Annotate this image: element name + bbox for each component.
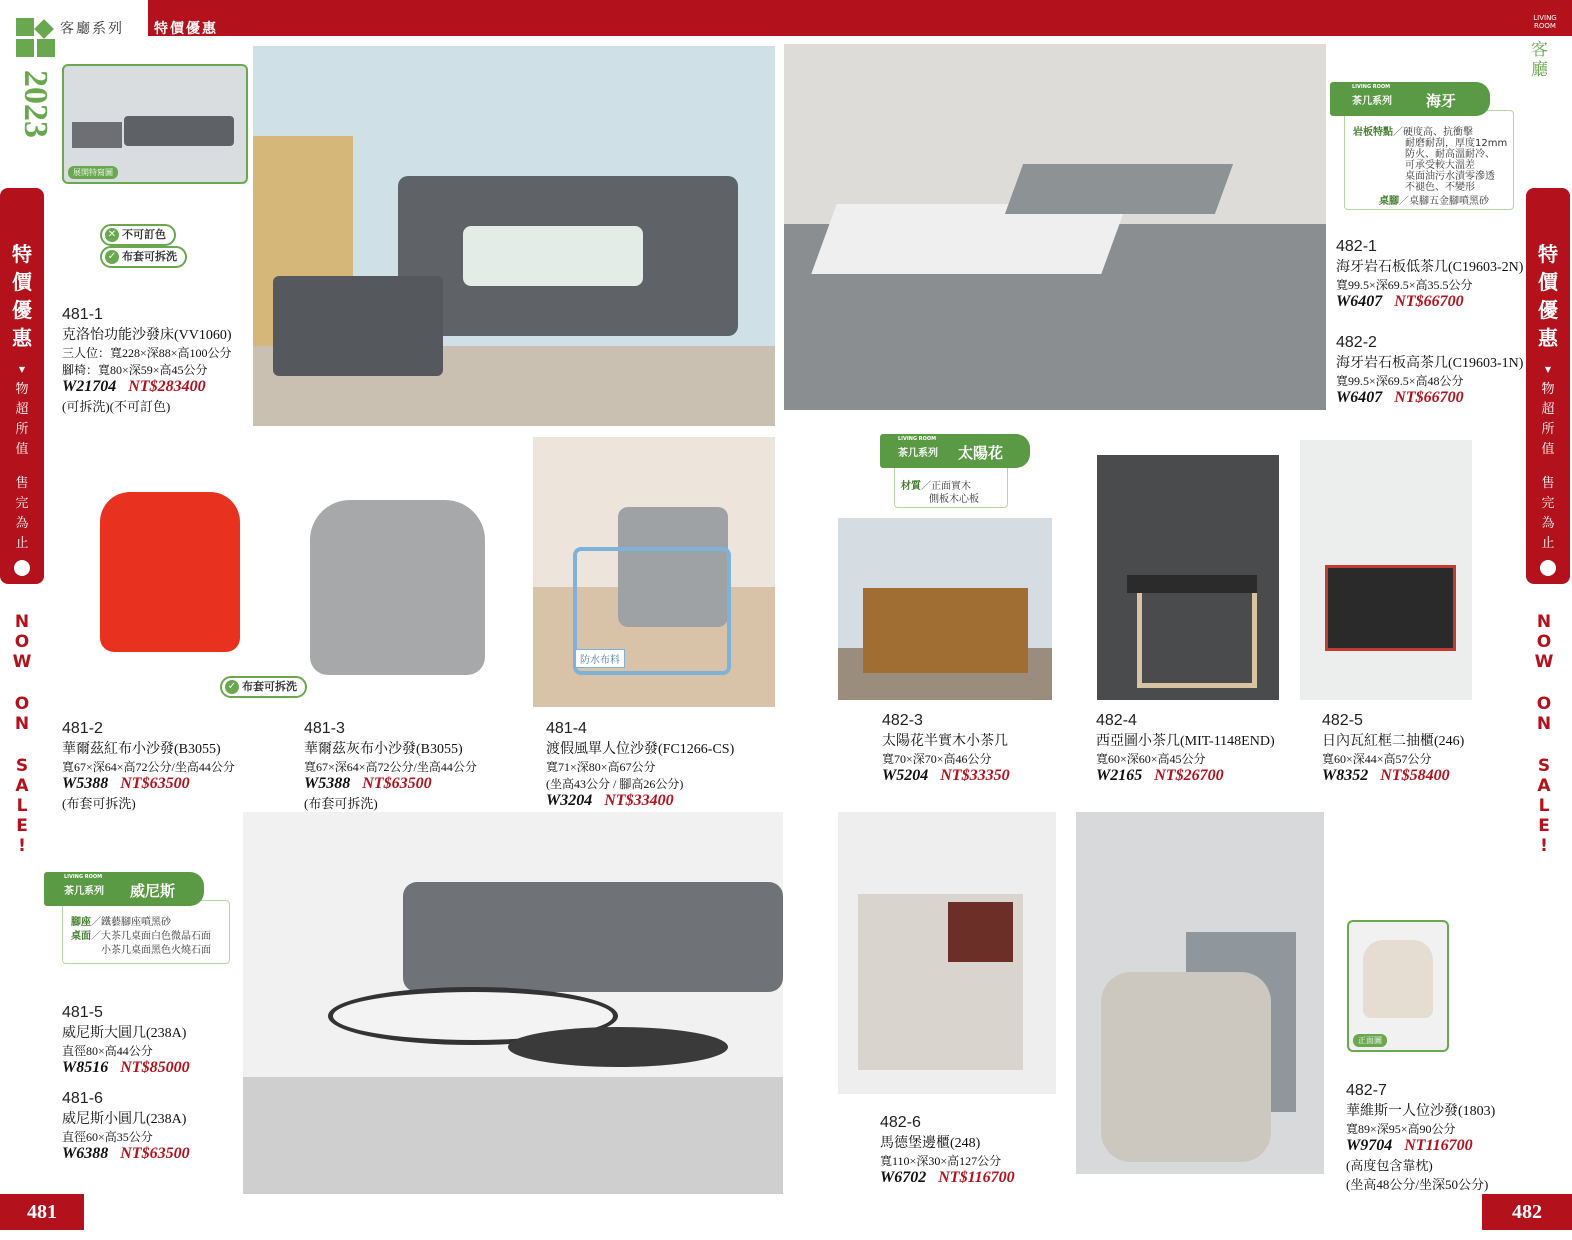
haiya-series-tag: 岩板特點／硬度高、抗衝擊 耐磨耐刮，厚度12mm 防火、耐高溫耐冷、 可承受較大溫差 桌面油污水漬零滲透 不褪色、不變形 桌腳／桌腳五金腳噴黑砂 bbox=[1344, 110, 1514, 210]
check-icon: ✓ bbox=[105, 250, 119, 264]
storage-caption: 展開特寫圖 bbox=[68, 166, 118, 179]
seattle-table-photo bbox=[1097, 455, 1279, 700]
product-481-4: 481-4 渡假風單人位沙發(FC1266-CS) 寬71×深80×高67公分 (坐高43公分 / 腳高26公分) W3204 NT$33400 bbox=[546, 720, 735, 809]
sale-label: 特價優惠 bbox=[154, 21, 218, 37]
series-label: 客廳系列 bbox=[60, 21, 124, 37]
brand-logo-icon bbox=[16, 18, 56, 58]
product-482-5: 482-5 日內瓦紅框二抽櫃(246) 寬60×深44×高57公分 W8352 NT$58400 bbox=[1322, 712, 1465, 784]
product-481-1: 481-1 克洛怡功能沙發床(VV1060) 三人位：寬228×深88×高100公分 腳椅：寬80×深59×高45公分 W21704 NT$283400 (可拆洗)(不可訂色) bbox=[62, 306, 232, 414]
check-icon: ✓ bbox=[225, 680, 239, 694]
resort-chair-photo bbox=[533, 437, 775, 707]
product-481-3: 481-3 華爾茲灰布小沙發(B3055) 寬67×深64×高72公分/坐高44公分 W5388 NT$63500 (布套可拆洗) bbox=[304, 720, 477, 811]
haiya-series-header: LIVING ROOM 茶几系列 海牙 bbox=[1330, 82, 1490, 116]
living-room-zh: 客廳 bbox=[1531, 40, 1548, 80]
haiya-tables-photo bbox=[784, 44, 1326, 410]
thumbs-up-icon bbox=[1540, 560, 1556, 576]
no-custom-color-badge: ✕ 不可訂色 bbox=[100, 224, 176, 246]
sofa-bed-storage-photo bbox=[62, 64, 248, 184]
product-482-7: 482-7 華維斯一人位沙發(1803) 寬89×深95×高90公分 W9704 NT116700 (高度包含靠枕) (坐高48公分/坐深50公分) bbox=[1346, 1082, 1496, 1192]
cross-icon: ✕ bbox=[105, 228, 119, 242]
top-bar bbox=[0, 0, 1572, 36]
sofa-bed-photo bbox=[253, 46, 775, 426]
removable-cover-badge-2: ✓ 布套可拆洗 bbox=[220, 676, 307, 698]
geneva-cabinet-photo bbox=[1300, 440, 1472, 700]
left-side-banner: 特 價 優 惠 ▼ 物 超 所 值 售 完 為 止 bbox=[0, 188, 44, 584]
now-on-sale-left: N O W O N S A L E ! bbox=[12, 612, 32, 856]
bullet-icon: ▼ bbox=[18, 365, 26, 374]
product-482-3: 482-3 太陽花半實木小茶几 寬70×深70×高46公分 W5204 NT$33350 bbox=[882, 712, 1010, 784]
magdeburg-cabinet-photo bbox=[838, 812, 1056, 1094]
bullet-icon: ▼ bbox=[1544, 365, 1552, 374]
waterproof-caption: 防水布料 bbox=[575, 649, 625, 668]
product-481-2: 481-2 華爾茲紅布小沙發(B3055) 寬67×深64×高72公分/坐高44公分 W5388 NT$63500 (布套可拆洗) bbox=[62, 720, 235, 811]
havis-front-view-photo bbox=[1347, 920, 1449, 1052]
page-number-right: 482 bbox=[1482, 1194, 1572, 1230]
front-view-caption: 正面圖 bbox=[1353, 1034, 1387, 1047]
product-481-6: 481-6 威尼斯小圓几(238A) 直徑60×高35公分 W6388 NT$63500 bbox=[62, 1090, 190, 1162]
sunflower-series-tag: 材質／正面實木 側板木心板 bbox=[894, 462, 1008, 508]
right-side-banner: 特 價 優 惠 ▼ 物 超 所 值 售 完 為 止 bbox=[1526, 188, 1570, 584]
product-482-6: 482-6 馬德堡邊櫃(248) 寬110×深30×高127公分 W6702 NT$116700 bbox=[880, 1114, 1015, 1186]
red-armchair-photo bbox=[100, 492, 240, 662]
sunflower-table-photo bbox=[838, 518, 1052, 700]
removable-cover-badge: ✓ 布套可拆洗 bbox=[100, 246, 187, 268]
venice-series-header: LIVING ROOM 茶几系列 威尼斯 bbox=[44, 872, 204, 906]
sunflower-series-header: LIVING ROOM 茶几系列 太陽花 bbox=[880, 434, 1030, 468]
venice-tables-photo bbox=[243, 812, 783, 1194]
now-on-sale-right: N O W O N S A L E ! bbox=[1534, 612, 1554, 856]
grey-armchair-photo bbox=[310, 500, 485, 680]
product-482-2: 482-2 海牙岩石板高茶几(C19603-1N) 寬99.5×深69.5×高48公分 W6407 NT$66700 bbox=[1336, 334, 1524, 406]
product-482-4: 482-4 西亞圖小茶几(MIT-1148END) 寬60×深60×高45公分 W2165 NT$26700 bbox=[1096, 712, 1275, 784]
page-number-left: 481 bbox=[0, 1194, 84, 1230]
product-481-5: 481-5 威尼斯大圓几(238A) 直徑80×高44公分 W8516 NT$85000 bbox=[62, 1004, 190, 1076]
product-482-1: 482-1 海牙岩石板低茶几(C19603-2N) 寬99.5×深69.5×高35.5公分 W6407 NT$66700 bbox=[1336, 238, 1524, 310]
havis-sofa-room-photo bbox=[1076, 812, 1324, 1174]
venice-series-tag: 腳座／鐵藝腳座噴黑砂 桌面／大茶几桌面白色微晶石面 小茶几桌面黑色火燒石面 bbox=[62, 900, 230, 964]
living-room-en: LIVING ROOM bbox=[1533, 14, 1557, 30]
thumbs-up-icon bbox=[14, 560, 30, 576]
year-label: 2023 bbox=[17, 70, 54, 138]
